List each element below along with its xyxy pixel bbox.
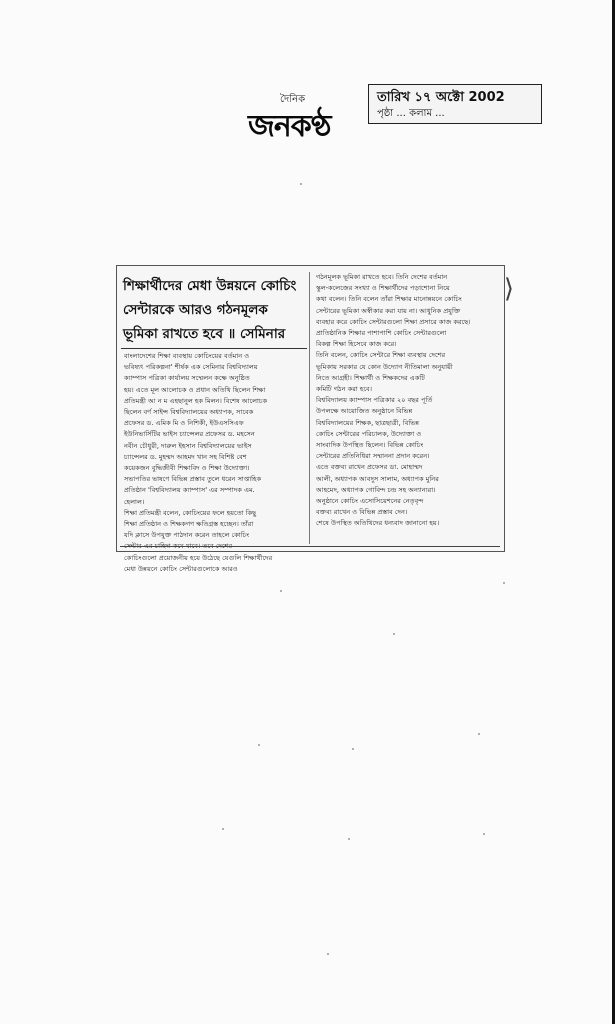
- article-text-line: যদি ক্লাসে উপযুক্ত পাঠদান করেন তাহলে কোচিং: [124, 531, 250, 540]
- masthead-name: জনকণ্ঠ: [248, 109, 331, 144]
- article-text-line: কোচিংগুলো প্রয়োজনীয় হয়ে উঠেছে যেগুলি শিক্ষার্থীদের: [124, 553, 273, 562]
- article-text-line: সেন্টারের ভূমিকা অস্বীকার করা যায় না। আধুনিক প্রযুক্তি: [316, 306, 461, 315]
- right-column-text: [316, 272, 498, 530]
- left-column-text: [124, 351, 306, 575]
- article-text-line: স্কুল-কলেজের সংখ্যা ও শিক্ষার্থীদের পড়াশোনা নিয়ে: [316, 284, 450, 293]
- article-text-line: শেষে উপস্থিত অতিথিদের ধন্যবাদ জানানো হয়।: [316, 519, 440, 528]
- newspaper-masthead: [248, 92, 358, 142]
- article-text-line: প্রফেসর ড. এমিক মি ও নিশিকী, ইউএসসিএফ: [124, 419, 244, 428]
- article-text-line: সেন্টারের প্রতিনিধিরা সম্মাননা প্রদান করেন।: [316, 452, 430, 461]
- article-text-line: এতে বক্তব্য রাখেন প্রফেসর ডা. মোহাম্মদ: [316, 463, 423, 472]
- article-text-line: বক্তব্য রাখেন ও বিভিন্ন প্রস্তাব দেন।: [316, 508, 408, 517]
- article-text-line: ভূমিকায় সরকার যে কোন উদ্যোগ নীতিমালা অনুযায়ী: [316, 362, 453, 371]
- article-text-line: ইউনিভার্সিটির ভাইস চ্যান্সেলর প্রফেসর ড. মহসেন: [124, 430, 255, 439]
- date-stamp: [368, 84, 542, 124]
- article-text-line: ভবিষ্যৎ পরিকল্পনা' শীর্ষক এক সেমিনার বিশ্ববিদ্যালয়: [124, 363, 258, 372]
- date-stamp-date: তারিখ ১৭ অক্টো 2002: [377, 90, 505, 105]
- article-text-line: অনুষ্ঠানে কোচিং এসোসিয়েশনের নেতৃবৃন্দ: [316, 497, 424, 506]
- article-text-line: নবীন চৌধুরী, দারুল ইহসান বিশ্ববিদ্যালয়ের ভাইস: [124, 441, 252, 450]
- article-text-line: আলী, অধ্যাপক আবদুস সালাম, অধ্যাপক মুনির: [316, 474, 439, 483]
- article-text-line: নিতে আগ্রহী। শিক্ষার্থী ও শিক্ষকদের একটি: [316, 373, 425, 382]
- article-text-line: প্রতিষ্ঠান 'বিশ্ববিদ্যালয় ক্যাম্পাস' এর সম্পাদক এম.: [124, 486, 255, 495]
- article-text-line: হয়। এতে মূল আলোচক ও প্রধান অতিথি ছিলেন শিক্ষা: [124, 385, 266, 394]
- article-text-line: কমিটি গঠন করা হবে।: [316, 385, 373, 394]
- article-text-line: হেলাল।: [124, 497, 145, 506]
- article-text-line: কোচিং সেন্টারের পরিচালক, উদ্যোক্তা ও: [316, 429, 422, 438]
- article-text-line: ব্যবহার করে কোচিং সেন্টারগুলো শিক্ষা প্রসারে কাজ করছে।: [316, 317, 471, 326]
- article-text-line: বিশ্ববিদ্যালয় ক্যাম্পাস পত্রিকার ২০ বছর পূর্তি: [316, 396, 433, 405]
- date-stamp-page: পৃষ্ঠা ... কলাম ...: [377, 108, 445, 119]
- article-text-line: গঠনমূলক ভূমিকা রাখতে হবে। তিনি দেশের বর্তমান: [316, 273, 448, 281]
- article-left-column: [121, 270, 307, 573]
- newspaper-clipping: [116, 265, 514, 573]
- article-text-line: কথা বলেন। তিনি বলেন তাঁরা শিক্ষার মানোন্নয়নে কোচিং: [316, 295, 462, 304]
- headline-line: সেন্টারকে আরও গঠনমূলক: [123, 302, 268, 318]
- article-text-line: ছিলেন বর্ণ সাইন্স বিশ্ববিদ্যালয়ের অধ্যাপক, সাবেক: [124, 408, 254, 417]
- article-text-line: উপলক্ষে আয়োজিত অনুষ্ঠানে বিভিন্ন: [316, 407, 413, 416]
- headline-line: ভূমিকা রাখতে হবে ॥ সেমিনার: [123, 326, 286, 342]
- article-text-line: বিকল্প শিক্ষা হিসেবে কাজ করে।: [316, 340, 397, 349]
- article-text-line: সভাপতির ভাষণে বিভিন্ন প্রস্তাব তুলে ধরেন সাপ্তাহিক: [124, 475, 262, 484]
- article-headline: [123, 274, 305, 346]
- article-text-line: প্রতিমন্ত্রী আ ন ম এহছানুল হক মিলন। বিশেষ আলোচক: [124, 396, 268, 405]
- column-divider: [309, 272, 310, 544]
- article-text-line: মেধা উন্নয়নে কোচিং সেন্টারগুলোকে আরও: [124, 564, 238, 573]
- clip-bottom-rule: [120, 546, 500, 547]
- clip-corner-mark: ⟩: [503, 274, 514, 304]
- article-text-line: তিনি বলেন, কোচিং সেন্টারে শিক্ষা ব্যবস্থায় দেশের: [316, 351, 446, 360]
- article-text-line: প্রাতিষ্ঠানিক শিক্ষার পাশাপাশি কোচিং সেন্টারগুলো: [316, 329, 447, 338]
- article-text-line: সাংবাদিক উপস্থিত ছিলেন। বিভিন্ন কোচিং: [316, 441, 424, 450]
- article-text-line: কয়েকজন বুদ্ধিজীবী শিক্ষাবিদ ও শিক্ষা উদ্যোক্তা।: [124, 464, 250, 473]
- article-text-line: [124, 541, 306, 552]
- masthead-prefix: দৈনিক: [280, 94, 306, 105]
- article-text-line: শিক্ষা প্রতিষ্ঠান ও শিক্ষকগণ ক্ষতিগ্রস্ত হচ্ছেন। তাঁরা: [124, 520, 254, 529]
- article-text-line: ক্যাম্পাস পত্রিকা কার্যালয় সম্মেলন কক্ষে অনুষ্ঠিত: [124, 374, 250, 383]
- article-text-line: আহমেদ, অধ্যাপক গোবিন্দ চন্দ্র সহ অন্যান্যরা।: [316, 485, 436, 494]
- article-text-line: শিক্ষা প্রতিমন্ত্রী বলেন, কোচিংয়ের ফলে হয়তো কিছু: [124, 508, 257, 517]
- article-right-column: [313, 270, 499, 546]
- article-text-line: বিশ্ববিদ্যালয়ের শিক্ষক, ছাত্রছাত্রী, বিভিন্ন: [316, 418, 419, 427]
- article-text-line: চ্যান্সেলর ড. মুহম্মদ আহমদ খান সহ বিশিষ্ট বেশ: [124, 452, 247, 461]
- article-text-line: বাংলাদেশের শিক্ষা ব্যবস্থায় কোচিংয়ের বর্তমান ও: [124, 352, 250, 360]
- headline-line: শিক্ষার্থীদের মেধা উন্নয়নে কোচিং: [123, 278, 297, 294]
